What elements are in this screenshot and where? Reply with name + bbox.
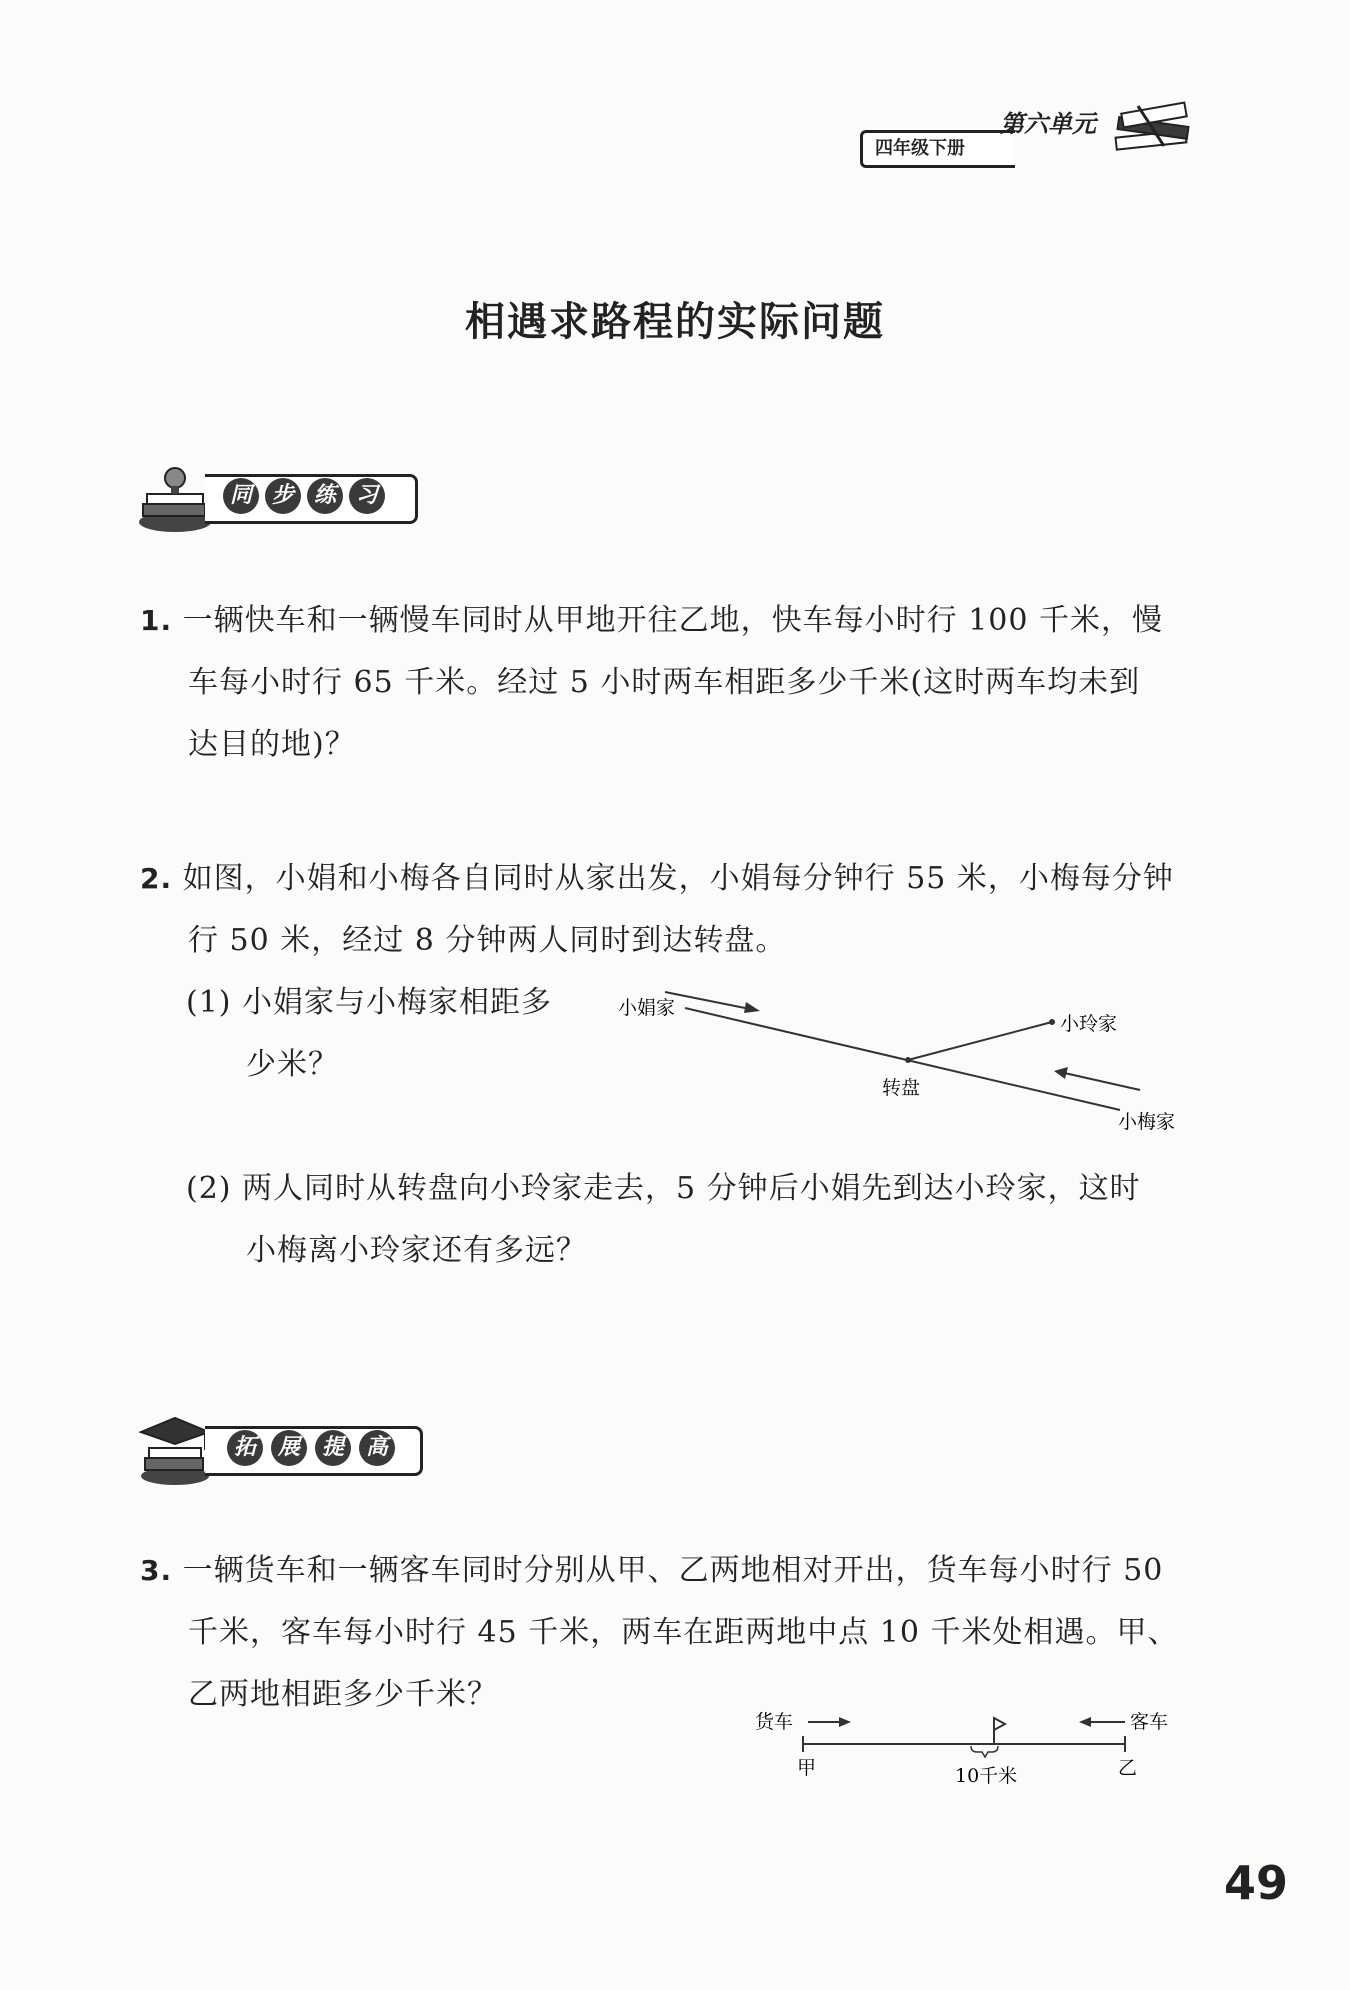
section-banner-sync [135, 460, 425, 530]
book-stack-icon [1108, 98, 1198, 172]
question-text-line: 一辆快车和一辆慢车同时从甲地开往乙地，快车每小时行 100 千米，慢 [182, 603, 1164, 638]
banner-char: 展 [271, 1430, 307, 1466]
meeting-diagram [755, 1702, 1215, 1792]
question-1 [140, 590, 1220, 776]
label-distance: 10千米 [955, 1765, 1018, 1787]
sub-question-label: (1) [186, 985, 232, 1020]
unit-title: 第六单元 [1000, 110, 1096, 138]
page-title: 相遇求路程的实际问题 [465, 299, 885, 345]
question-text-line: 如图，小娟和小梅各自同时从家出发，小娟每分钟行 55 米，小梅每分钟 [182, 861, 1174, 896]
label-xiaojuan-home: 小娟家 [618, 997, 676, 1019]
sub-question-text: 少米？ [246, 1047, 339, 1082]
question-3 [140, 1540, 1230, 1726]
label-place-a: 甲 [797, 1757, 817, 1779]
page-number: 49 [1223, 1856, 1288, 1910]
banner-char: 同 [223, 478, 259, 514]
banner-char: 拓 [227, 1430, 263, 1466]
graduation-cap-books-icon [135, 1412, 215, 1492]
sub-question-1 [186, 972, 552, 1096]
question-text-line: 车每小时行 65 千米。经过 5 小时两车相距多少千米(这时两车均未到 [188, 665, 1141, 700]
sub-question-text: 小娟家与小梅家相距多 [242, 985, 553, 1020]
label-place-b: 乙 [1118, 1757, 1138, 1779]
route-diagram [600, 980, 1220, 1140]
lightbulb-books-icon [135, 460, 215, 540]
banner-char: 步 [265, 478, 301, 514]
question-text-line: 千米，客车每小时行 45 千米，两车在距两地中点 10 千米处相遇。甲、 [188, 1615, 1179, 1650]
sub-question-label: (2) [186, 1171, 232, 1206]
sub-question-text: 两人同时从转盘向小玲家走去，5 分钟后小娟先到达小玲家，这时 [242, 1171, 1141, 1206]
label-roundabout: 转盘 [882, 1077, 921, 1099]
label-xiaomei-home: 小梅家 [1118, 1111, 1176, 1133]
banner-char: 提 [315, 1430, 351, 1466]
grade-label: 四年级下册 [860, 130, 1015, 168]
label-truck: 货车 [755, 1711, 794, 1733]
question-text-line: 行 50 米，经过 8 分钟两人同时到达转盘。 [188, 923, 787, 958]
question-number: 3. [140, 1554, 173, 1587]
banner-char: 习 [349, 478, 385, 514]
question-text-line: 一辆货车和一辆客车同时分别从甲、乙两地相对开出，货车每小时行 50 [182, 1553, 1164, 1588]
question-number: 1. [140, 604, 173, 637]
question-text-line: 乙两地相距多少千米？ [188, 1677, 498, 1712]
label-bus: 客车 [1130, 1711, 1169, 1733]
label-xiaoling-home: 小玲家 [1060, 1013, 1118, 1035]
question-number: 2. [140, 862, 173, 895]
sub-question-text: 小梅离小玲家还有多远？ [246, 1233, 587, 1268]
question-text-line: 达目的地)？ [188, 727, 356, 762]
banner-char: 高 [359, 1430, 395, 1466]
question-2 [140, 848, 1220, 972]
sub-question-2 [186, 1158, 1226, 1282]
section-banner-extend [135, 1412, 435, 1482]
banner-char: 练 [307, 478, 343, 514]
